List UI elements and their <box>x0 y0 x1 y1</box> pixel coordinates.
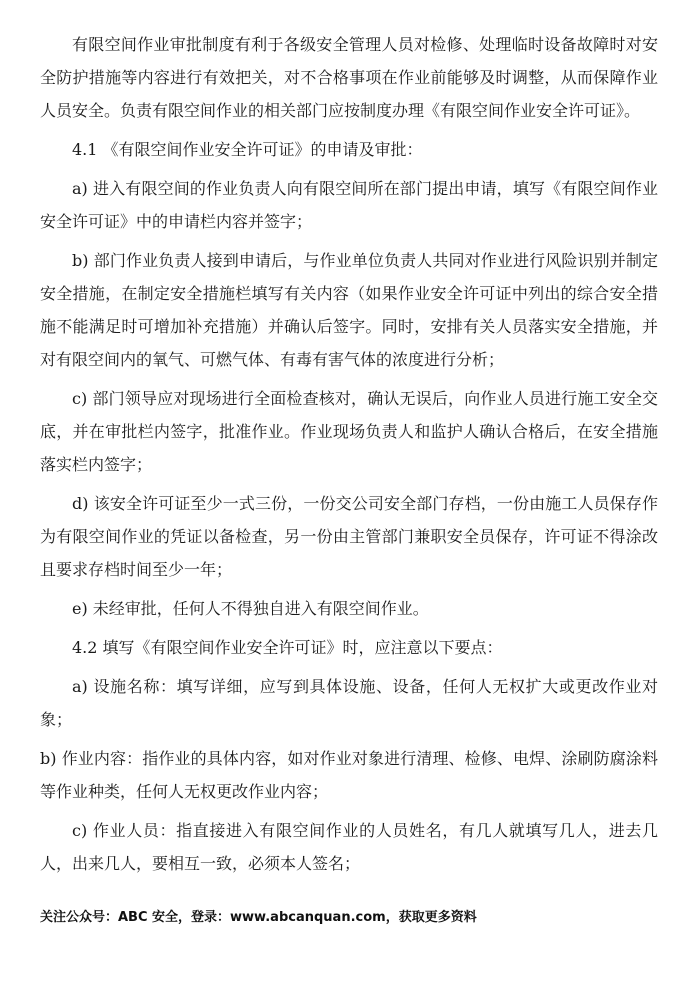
section-heading-4-2: 4.2 填写《有限空间作业安全许可证》时，应注意以下要点： <box>72 638 503 657</box>
section-heading-4-1: 4.1 《有限空间作业安全许可证》的申请及审批： <box>72 140 423 159</box>
list-item-4-1-b: b) 部门作业负责人接到申请后，与作业单位负责人共同对作业进行风险识别并制定安全措施，在制定安全措施栏填写有关内容（如果作业安全许可证中列出的综合安全措施不能满足时可增加补充措施）并确认后签字。同时，安排有关人员落实安全措施，并对有限空间内的氧气、可燃气体、有毒有害气体的浓度进行分析； <box>40 251 658 369</box>
list-item-4-1-a: a) 进入有限空间的作业负责人向有限空间所在部门提出申请，填写《有限空间作业安全许可证》中的申请栏内容并签字； <box>40 179 658 231</box>
footer-promo-text: 关注公众号：ABC 安全，登录：www.abcanquan.com，获取更多资料 <box>40 910 477 925</box>
list-item-4-2-c: c) 作业人员：指直接进入有限空间作业的人员姓名，有几人就填写几人，进去几人，出来几人，要相互一致，必须本人签名； <box>40 821 658 873</box>
paragraph-intro: 有限空间作业审批制度有利于各级安全管理人员对检修、处理临时设备故障时对安全防护措施等内容进行有效把关，对不合格事项在作业前能够及时调整，从而保障作业人员安全。负责有限空间作业的相关部门应按制度办理《有限空间作业安全许可证》。 <box>40 35 658 120</box>
list-item-4-1-e: e) 未经审批，任何人不得独自进入有限空间作业。 <box>72 599 429 618</box>
list-item-4-2-b: b) 作业内容：指作业的具体内容，如对作业对象进行清理、检修、电焊、涂刷防腐涂料等作业种类，任何人无权更改作业内容； <box>40 749 658 801</box>
list-item-4-1-d: d) 该安全许可证至少一式三份，一份交公司安全部门存档，一份由施工人员保存作为有限空间作业的凭证以备检查，另一份由主管部门兼职安全员保存，许可证不得涂改且要求存档时间至少一年； <box>40 494 658 579</box>
document-body <box>40 28 658 886</box>
list-item-4-1-c: c) 部门领导应对现场进行全面检查核对，确认无误后，向作业人员进行施工安全交底，并在审批栏内签字，批准作业。作业现场负责人和监护人确认合格后，在安全措施落实栏内签字； <box>40 389 658 474</box>
list-item-4-2-a: a) 设施名称：填写详细，应写到具体设施、设备，任何人无权扩大或更改作业对象； <box>40 677 658 729</box>
